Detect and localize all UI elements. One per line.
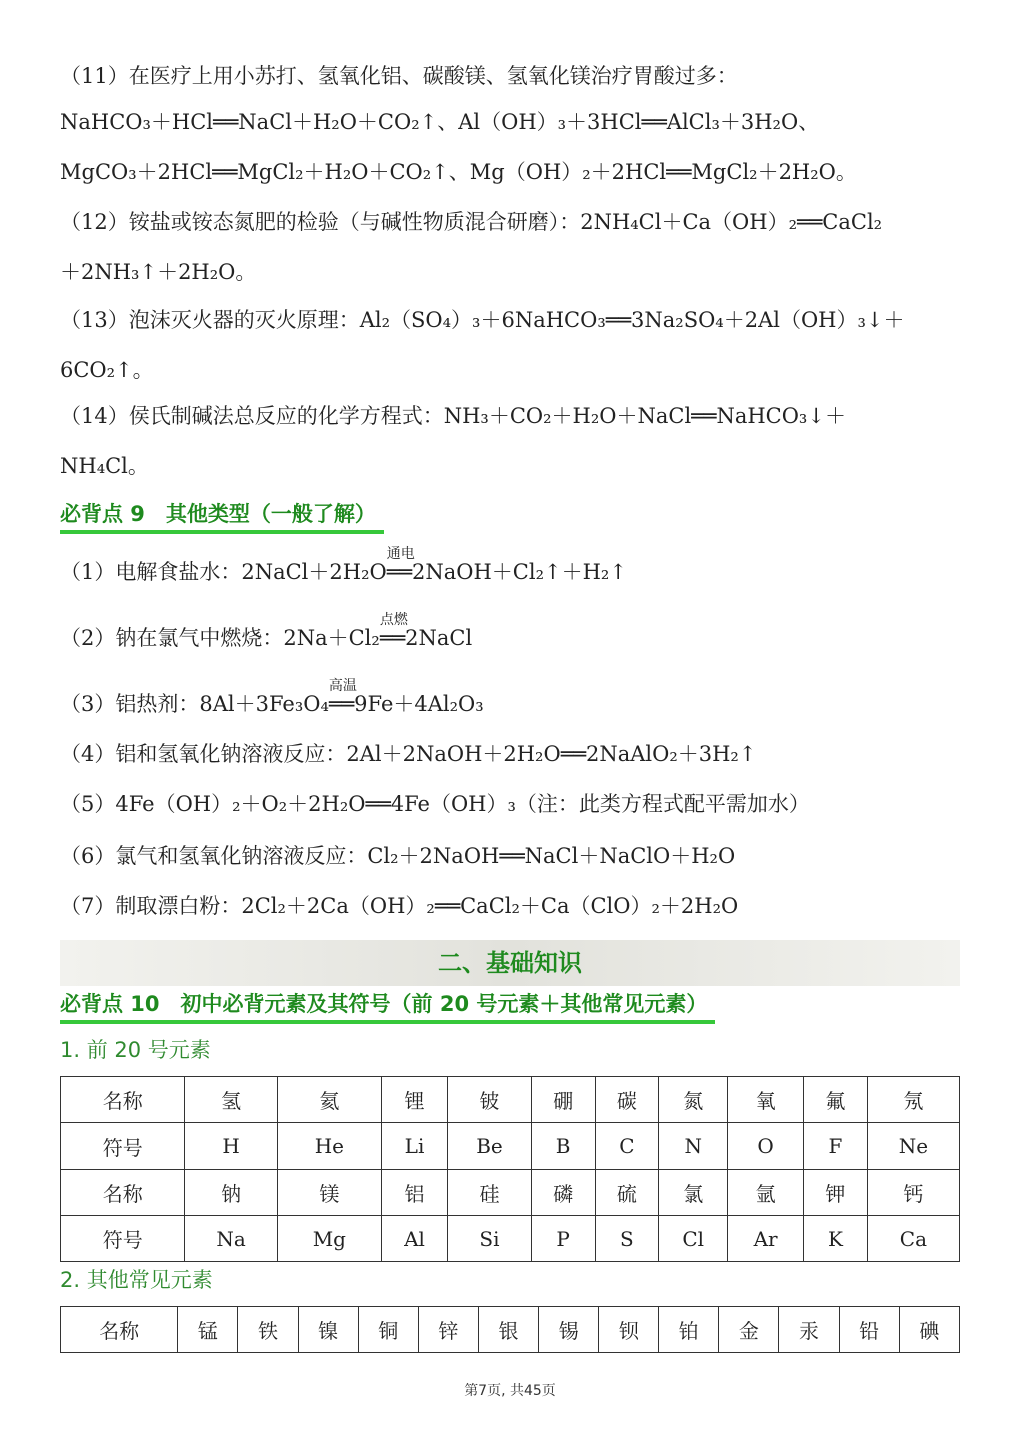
element-symbol: F: [804, 1123, 868, 1170]
section-9-title: [60, 498, 376, 528]
element-name: 钾: [804, 1170, 868, 1216]
item-12-line-2: ＋2NH₃↑＋2H₂O。: [60, 260, 257, 284]
item-14-line-2: NH₄Cl。: [60, 454, 149, 478]
element-name: 碘: [899, 1307, 959, 1353]
section-9-item-2: （2）钠在氯气中燃烧：2Na＋Cl₂ 点燃 ══2NaCl: [60, 612, 473, 650]
subheading-other-elements: 2. 其他常见元素: [60, 1268, 213, 1292]
element-name: 硅: [448, 1170, 532, 1216]
section-9-item-1: （1）电解食盐水：2NaCl＋2H₂O 通电 ══2NaOH＋Cl₂↑＋H₂↑: [60, 546, 627, 584]
item-13-line-2: 6CO₂↑。: [60, 358, 154, 382]
element-name: 碳: [595, 1077, 659, 1123]
element-name: 铜: [358, 1307, 418, 1353]
name-label: 名称: [61, 1170, 185, 1216]
item-13-line-1: （13）泡沫灭火器的灭火原理：Al₂（SO₄）₃＋6NaHCO₃══3Na₂SO₄＋2Al（OH）₃↓＋: [60, 308, 905, 332]
element-symbol: C: [595, 1123, 659, 1170]
condition-equals: 通电 ══: [386, 546, 415, 584]
item-11-equation-2: MgCO₃＋2HCl══MgCl₂＋H₂O＋CO₂↑、Mg（OH）₂＋2HCl══MgCl₂＋2H₂O。: [60, 160, 857, 184]
item-12-line-1: （12）铵盐或铵态氮肥的检验（与碱性物质混合研磨）：2NH₄Cl＋Ca（OH）₂══CaCl₂: [60, 210, 883, 234]
subheading-first-20: 1. 前 20 号元素: [60, 1038, 211, 1062]
condition-equals: 点燃 ══: [379, 612, 408, 650]
element-name: 氦: [277, 1077, 381, 1123]
element-symbol: Ar: [728, 1216, 804, 1262]
section-9-item-7: （7）制取漂白粉：2Cl₂＋2Ca（OH）₂══CaCl₂＋Ca（ClO）₂＋2H₂O: [60, 894, 739, 918]
element-symbol: H: [185, 1123, 277, 1170]
element-name: 镁: [277, 1170, 381, 1216]
element-symbol: Li: [381, 1123, 447, 1170]
element-name: 磷: [531, 1170, 595, 1216]
element-symbol: He: [277, 1123, 381, 1170]
section-9-item-6: （6）氯气和氢氧化钠溶液反应：Cl₂＋2NaOH══NaCl＋NaClO＋H₂O: [60, 844, 736, 868]
symbol-label: 符号: [61, 1216, 185, 1262]
element-name: 汞: [779, 1307, 839, 1353]
element-symbol: B: [531, 1123, 595, 1170]
section-9-underline: [60, 530, 384, 534]
symbol-label: 符号: [61, 1123, 185, 1170]
element-symbol: Be: [448, 1123, 532, 1170]
item-11-title: （11）在医疗上用小苏打、氢氧化铝、碳酸镁、氢氧化镁治疗胃酸过多：: [60, 64, 738, 88]
element-name: 铅: [839, 1307, 899, 1353]
element-symbol: N: [659, 1123, 728, 1170]
element-symbol: Al: [381, 1216, 447, 1262]
element-name: 氧: [728, 1077, 804, 1123]
element-name: 硫: [595, 1170, 659, 1216]
section-9-item-4: （4）铝和氢氧化钠溶液反应：2Al＋2NaOH＋2H₂O══2NaAlO₂＋3H₂↑: [60, 742, 757, 766]
element-name: 氩: [728, 1170, 804, 1216]
symbol-row: [61, 1216, 960, 1262]
element-name: 镍: [298, 1307, 358, 1353]
element-symbol: K: [804, 1216, 868, 1262]
element-name: 钡: [599, 1307, 659, 1353]
page-footer: 第7页, 共45页: [464, 1383, 556, 1399]
symbol-row: [61, 1123, 960, 1170]
section-10-title: [60, 988, 707, 1018]
element-symbol: Ne: [867, 1123, 959, 1170]
element-name: 氢: [185, 1077, 277, 1123]
chapter-banner: [60, 940, 960, 986]
element-name: 锌: [418, 1307, 478, 1353]
element-name: 氯: [659, 1170, 728, 1216]
element-symbol: S: [595, 1216, 659, 1262]
element-name: 铂: [659, 1307, 719, 1353]
name-label: 名称: [61, 1077, 185, 1123]
item-11-equation-1: NaHCO₃＋HCl══NaCl＋H₂O＋CO₂↑、Al（OH）₃＋3HCl══AlCl₃＋3H₂O、: [60, 110, 820, 134]
section-9-item-5: （5）4Fe（OH）₂＋O₂＋2H₂O══4Fe（OH）₃（注：此类方程式配平需加水）: [60, 792, 810, 816]
item-14-line-1: （14）侯氏制碱法总反应的化学方程式：NH₃＋CO₂＋H₂O＋NaCl══NaHCO₃↓＋: [60, 404, 846, 428]
element-symbol: Ca: [867, 1216, 959, 1262]
name-label: 名称: [61, 1307, 178, 1353]
element-symbol: P: [531, 1216, 595, 1262]
element-name: 铝: [381, 1170, 447, 1216]
section-9-title-text: 必背点 9 其他类型（一般了解）: [60, 502, 376, 526]
section-10-underline: [60, 1020, 715, 1024]
element-name: 钙: [867, 1170, 959, 1216]
element-name: 氟: [804, 1077, 868, 1123]
element-name: 金: [719, 1307, 779, 1353]
element-name: 铁: [238, 1307, 298, 1353]
element-symbol: O: [728, 1123, 804, 1170]
name-row: [61, 1170, 960, 1216]
element-name: 银: [478, 1307, 538, 1353]
element-name: 锰: [178, 1307, 238, 1353]
element-name: 锂: [381, 1077, 447, 1123]
name-row: [61, 1077, 960, 1123]
elements-table-other: [60, 1306, 960, 1353]
chapter-banner-title: 二、基础知识: [438, 949, 582, 977]
element-symbol: Cl: [659, 1216, 728, 1262]
element-name: 铍: [448, 1077, 532, 1123]
element-name: 氖: [867, 1077, 959, 1123]
element-symbol: Si: [448, 1216, 532, 1262]
condition-equals: 高温 ══: [328, 678, 357, 716]
element-symbol: Mg: [277, 1216, 381, 1262]
elements-table-first-20: [60, 1076, 960, 1262]
name-row: [61, 1307, 960, 1353]
element-name: 氮: [659, 1077, 728, 1123]
element-name: 锡: [539, 1307, 599, 1353]
section-9-item-3: （3）铝热剂：8Al＋3Fe₃O₄ 高温 ══9Fe＋4Al₂O₃: [60, 678, 484, 716]
element-name: 硼: [531, 1077, 595, 1123]
element-name: 钠: [185, 1170, 277, 1216]
element-symbol: Na: [185, 1216, 277, 1262]
section-10-title-text: 必背点 10 初中必背元素及其符号（前 20 号元素＋其他常见元素）: [60, 992, 708, 1016]
